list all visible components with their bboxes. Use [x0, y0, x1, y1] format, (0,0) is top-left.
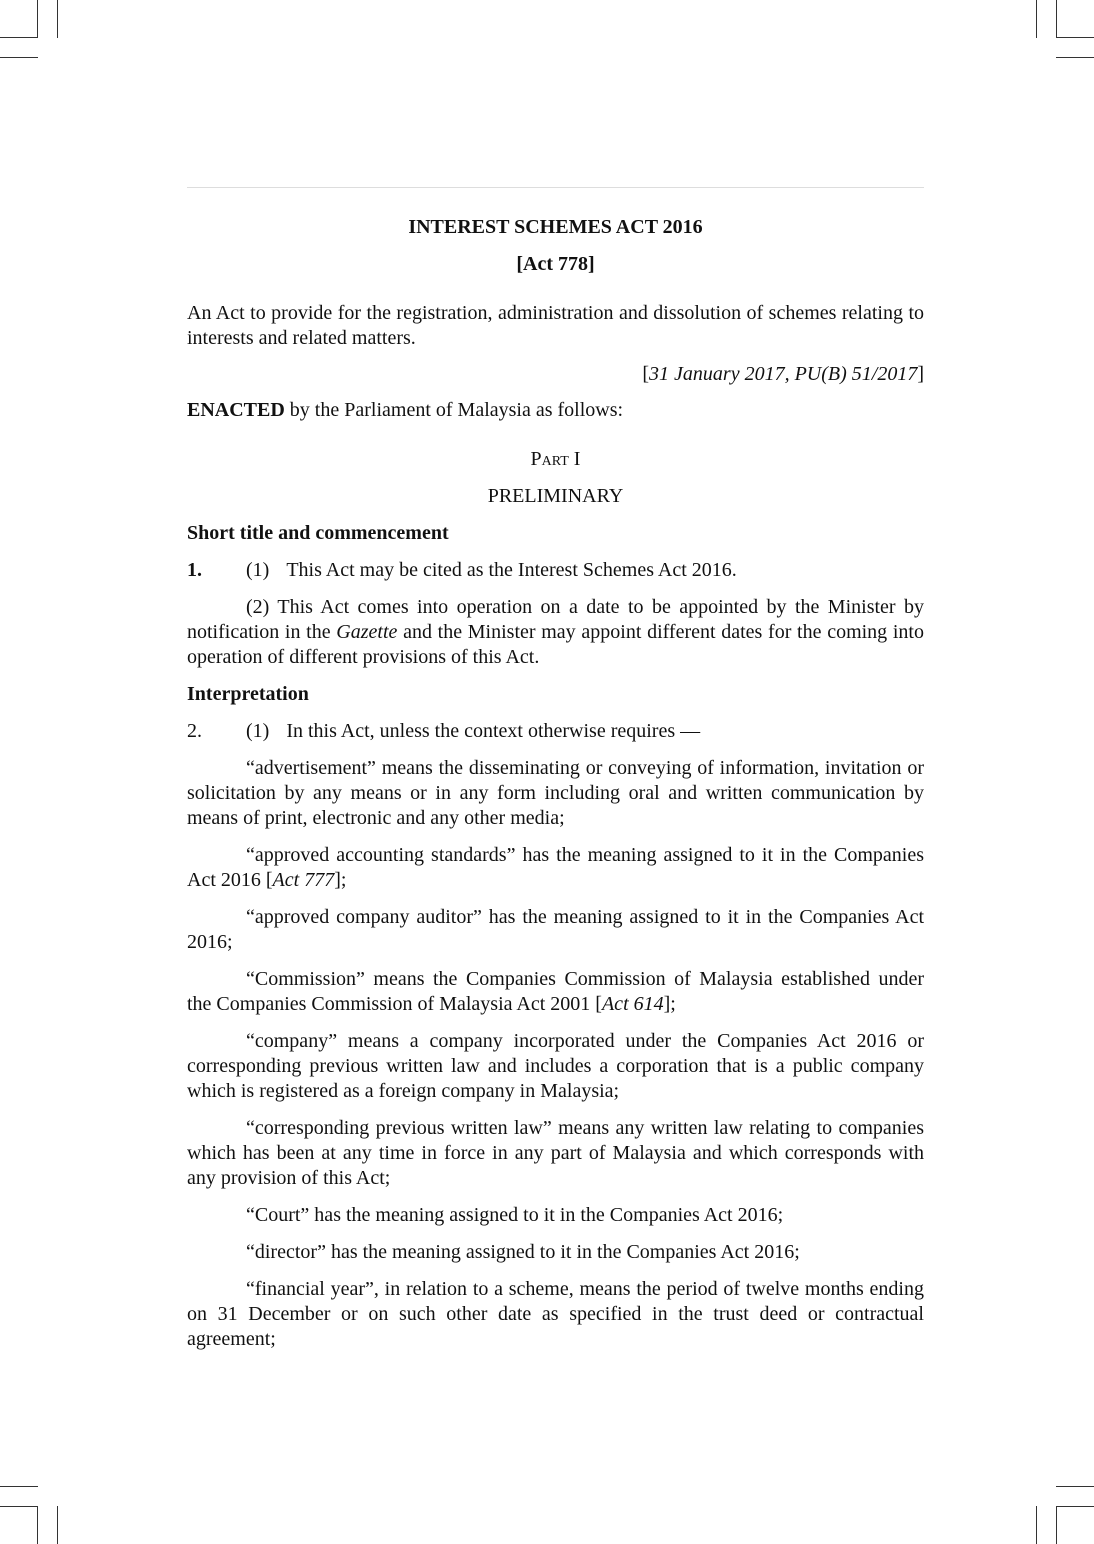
- crop-mark-bottom-right-vertical-outer: [1056, 1506, 1057, 1544]
- crop-mark-top-right-horizontal-inner: [1056, 57, 1094, 58]
- definition-corresponding-previous-written-law: “corresponding previous written law” means any written law relating to companies which has been at any time in force in any part of Malaysia and which corresponds with any provision of this Act;: [187, 1117, 924, 1189]
- section-2-number: 2.: [187, 720, 202, 742]
- crop-mark-top-left-horizontal-outer: [0, 37, 38, 38]
- crop-mark-bottom-right-vertical-inner: [1036, 1506, 1037, 1544]
- definition-advertisement: “advertisement” means the disseminating or conveying of information, invitation or solicitation by any means or in any form including oral and written communication by means of print, electronic and any other media;: [187, 757, 924, 829]
- section-1-sub2-pre: This Act comes into operation on a date to be appointed by the Minister by notification in the: [187, 596, 924, 643]
- definition-commission: [187, 967, 924, 1017]
- crop-mark-top-left-vertical-inner: [57, 0, 58, 38]
- definition-director: “director” has the meaning assigned to it in the Companies Act 2016;: [246, 1241, 800, 1263]
- section-2-sub1-label: (1): [246, 720, 270, 742]
- act-number: [Act 778]: [516, 253, 595, 275]
- definition-approved-company-auditor: “approved company auditor” has the meaning assigned to it in the Companies Act 2016;: [187, 906, 934, 953]
- accounting-pre: “approved accounting standards” has the meaning assigned to it in the Companies Act 2016 [: [187, 844, 924, 891]
- header-rule: [187, 187, 924, 188]
- date-text: 31 January 2017, PU(B) 51/2017: [649, 363, 918, 385]
- section-1-sub2-post: and the Minister may appoint different dates for the coming into operation of different provisions of this Act.: [187, 621, 924, 668]
- section-1-heading: Short title and commencement: [187, 522, 449, 544]
- act-title: INTEREST SCHEMES ACT 2016: [408, 216, 703, 238]
- enacted-keyword: ENACTED: [187, 399, 285, 421]
- section-2-heading: Interpretation: [187, 683, 309, 705]
- crop-mark-bottom-right-horizontal-inner: [1056, 1486, 1094, 1487]
- commencement-date: [187, 362, 924, 387]
- document-page: [187, 210, 934, 1352]
- section-1-number: 1.: [187, 559, 202, 581]
- crop-mark-bottom-left-horizontal-outer: [0, 1506, 38, 1507]
- crop-mark-top-right-horizontal-outer: [1056, 37, 1094, 38]
- date-close-bracket: ]: [917, 363, 924, 385]
- section-2-sub1-text: In this Act, unless the context otherwise requires —: [286, 720, 701, 742]
- section-1-sub1-text: This Act may be cited as the Interest Schemes Act 2016.: [286, 559, 737, 581]
- definition-financial-year: “financial year”, in relation to a scheme, means the period of twelve months ending on 31 December or on such other date as specified in the trust deed or contractual agreement;: [187, 1278, 924, 1350]
- crop-mark-bottom-left-horizontal-inner: [0, 1486, 38, 1487]
- long-title: An Act to provide for the registration, administration and dissolution of schemes relating to interests and related matters.: [187, 302, 924, 349]
- definition-approved-accounting-standards: [187, 843, 924, 893]
- accounting-act-ref: Act 777: [272, 869, 335, 891]
- section-1-subsection-1: [187, 558, 924, 583]
- part-label: Part I: [530, 448, 581, 470]
- commission-pre: “Commission” means the Companies Commission of Malaysia established under the Companies Commission of Malaysia Act 2001 [: [187, 968, 924, 1015]
- enacting-formula: [187, 398, 924, 423]
- date-open-bracket: [: [642, 363, 650, 385]
- definition-court: “Court” has the meaning assigned to it in the Companies Act 2016;: [246, 1204, 784, 1226]
- crop-mark-top-left-vertical-outer: [37, 0, 38, 38]
- crop-mark-top-right-vertical-inner: [1036, 0, 1037, 38]
- section-1-sub1-label: (1): [246, 559, 270, 581]
- part-title: PRELIMINARY: [487, 485, 624, 507]
- accounting-post: ];: [334, 869, 347, 891]
- section-1-sub2-label: (2): [246, 596, 270, 618]
- crop-mark-bottom-right-horizontal-outer: [1056, 1506, 1094, 1507]
- gazette-term: Gazette: [336, 621, 398, 643]
- crop-mark-bottom-left-vertical-outer: [37, 1506, 38, 1544]
- crop-mark-top-right-vertical-outer: [1056, 0, 1057, 38]
- section-1-subsection-2: [187, 595, 924, 670]
- enacted-text: by the Parliament of Malaysia as follows:: [284, 399, 624, 421]
- crop-mark-top-left-horizontal-inner: [0, 57, 38, 58]
- section-2-subsection-1: [187, 719, 924, 744]
- crop-mark-bottom-left-vertical-inner: [57, 1506, 58, 1544]
- definition-company: “company” means a company incorporated under the Companies Act 2016 or corresponding previous written law and includes a corporation that is a public company which is registered as a foreign company in Malaysia;: [187, 1030, 924, 1102]
- commission-act-ref: Act 614: [601, 993, 664, 1015]
- commission-post: ];: [663, 993, 676, 1015]
